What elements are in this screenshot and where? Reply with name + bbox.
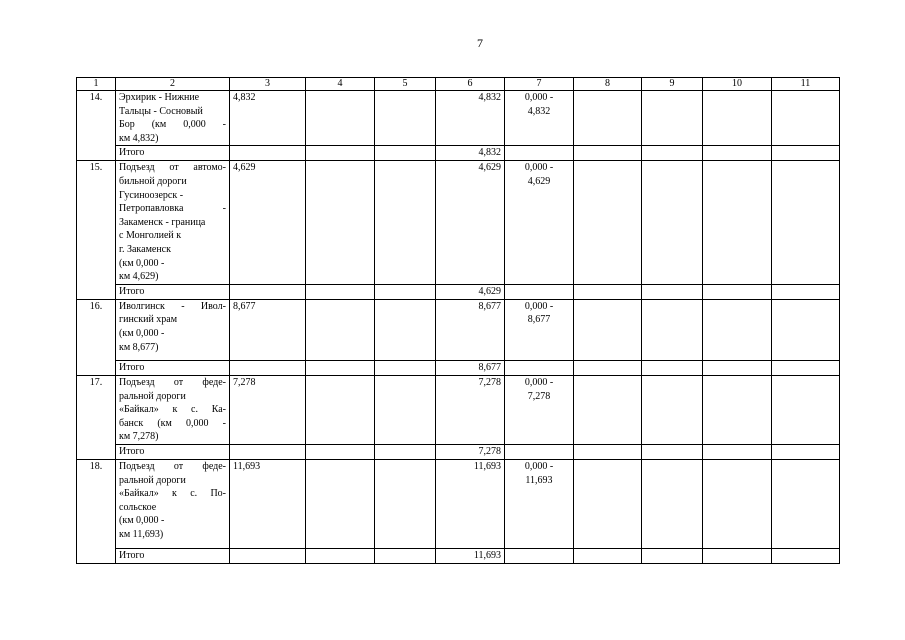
total-value: 8,677 [436, 361, 505, 376]
road-name-line: «Байкал» к с. Ка- [119, 404, 226, 416]
empty-cell [772, 361, 840, 376]
road-name-line: бильной дороги [119, 175, 187, 187]
road-name-line: км 4,832) [119, 132, 159, 144]
empty-cell [306, 146, 375, 161]
km-range-cell [505, 91, 574, 146]
road-name-line: Гусиноозерск - [119, 189, 184, 201]
road-name-line: гинский храм [119, 314, 178, 326]
km-range-line: 4,629 [527, 175, 551, 187]
road-name-line: (км 0,000 - [119, 327, 165, 339]
empty-cell [230, 361, 306, 376]
length-value: 4,832 [230, 91, 306, 146]
length-value-col6: 11,693 [436, 460, 505, 549]
empty-cell [642, 284, 703, 299]
total-value: 4,629 [436, 284, 505, 299]
empty-cell [772, 445, 840, 460]
total-label: Итого [116, 284, 230, 299]
road-name-line: (км 0,000 - [119, 257, 165, 269]
empty-cell [703, 284, 772, 299]
empty-cell [703, 161, 772, 284]
empty-cell [574, 376, 642, 445]
header-cell: 5 [375, 78, 436, 91]
empty-cell [642, 548, 703, 563]
empty-cell [772, 146, 840, 161]
km-range-cell [505, 299, 574, 360]
empty-cell [306, 361, 375, 376]
road-name-line: Подъезд от феде- [119, 461, 226, 473]
km-range-cell [505, 161, 574, 284]
road-name-cell [116, 376, 230, 445]
header-cell: 4 [306, 78, 375, 91]
road-name-line: (км 0,000 - [119, 515, 165, 527]
empty-cell [230, 284, 306, 299]
km-range-line: 0,000 - [524, 162, 554, 174]
road-name-line: с Монголией к [119, 230, 182, 242]
empty-cell [642, 376, 703, 445]
empty-cell [772, 284, 840, 299]
road-row [77, 91, 840, 146]
empty-cell [574, 161, 642, 284]
header-cell: 8 [574, 78, 642, 91]
road-name-line: г. Закаменск [119, 243, 171, 255]
empty-cell [574, 445, 642, 460]
row-number: 17. [77, 376, 116, 460]
empty-cell [375, 284, 436, 299]
road-name-line: Петропавловка - [119, 203, 226, 215]
empty-cell [230, 548, 306, 563]
empty-cell [772, 548, 840, 563]
road-row [77, 376, 840, 445]
road-row [77, 299, 840, 360]
length-value-col6: 4,832 [436, 91, 505, 146]
empty-cell [703, 146, 772, 161]
empty-cell [574, 548, 642, 563]
total-label: Итого [116, 548, 230, 563]
road-name-line: сольское [119, 501, 157, 513]
empty-cell [772, 161, 840, 284]
road-name-cell [116, 460, 230, 549]
row-number: 16. [77, 299, 116, 375]
header-cell: 6 [436, 78, 505, 91]
road-name-line: «Байкал» к с. По- [119, 488, 226, 500]
empty-cell [306, 299, 375, 360]
road-name-line: км 8,677) [119, 341, 159, 353]
road-name-line: км 7,278) [119, 431, 159, 443]
empty-cell [772, 460, 840, 549]
empty-cell [306, 91, 375, 146]
total-value: 11,693 [436, 548, 505, 563]
empty-cell [703, 548, 772, 563]
road-name-line: Эрхирик - Нижние [119, 92, 200, 103]
page-number: 7 [477, 36, 483, 50]
empty-cell [574, 299, 642, 360]
empty-cell [642, 91, 703, 146]
length-value: 7,278 [230, 376, 306, 445]
header-row [77, 78, 840, 91]
total-row [77, 445, 840, 460]
km-range-cell [505, 460, 574, 549]
empty-cell [703, 376, 772, 445]
km-range-line: 0,000 - [524, 461, 554, 473]
empty-cell [574, 361, 642, 376]
empty-cell [703, 299, 772, 360]
road-name-line: ральной дороги [119, 390, 186, 402]
empty-cell [703, 460, 772, 549]
row-number: 18. [77, 460, 116, 564]
km-range-cell [505, 376, 574, 445]
header-cell: 1 [77, 78, 116, 91]
empty-cell [574, 91, 642, 146]
total-row [77, 284, 840, 299]
road-name-line: км 4,629) [119, 271, 159, 283]
road-row [77, 161, 840, 284]
length-value: 4,629 [230, 161, 306, 284]
empty-cell [642, 445, 703, 460]
empty-cell [703, 445, 772, 460]
empty-cell [574, 460, 642, 549]
length-value-col6: 4,629 [436, 161, 505, 284]
empty-cell [642, 161, 703, 284]
total-label: Итого [116, 361, 230, 376]
length-value-col6: 7,278 [436, 376, 505, 445]
road-name-line: Тальцы - Сосновый [119, 105, 203, 117]
empty-cell [306, 284, 375, 299]
km-range-line: 11,693 [525, 474, 553, 486]
road-name-line: Иволгинск - Ивол- [119, 300, 226, 312]
header-cell: 7 [505, 78, 574, 91]
empty-cell [306, 445, 375, 460]
total-value: 7,278 [436, 445, 505, 460]
empty-cell [375, 548, 436, 563]
road-name-line: Подъезд от автомо- [119, 162, 226, 174]
row-number: 14. [77, 91, 116, 161]
length-value-col6: 8,677 [436, 299, 505, 360]
empty-cell [306, 460, 375, 549]
empty-cell [642, 299, 703, 360]
road-name-line: км 11,693) [119, 529, 164, 541]
length-value: 11,693 [230, 460, 306, 549]
total-label: Итого [116, 445, 230, 460]
road-name-line: Подъезд от феде- [119, 377, 226, 389]
empty-cell [505, 284, 574, 299]
empty-cell [703, 91, 772, 146]
header-cell: 2 [116, 78, 230, 91]
header-cell: 3 [230, 78, 306, 91]
empty-cell [772, 376, 840, 445]
empty-cell [375, 161, 436, 284]
empty-cell [772, 299, 840, 360]
total-row [77, 548, 840, 563]
road-name-cell [116, 91, 230, 146]
road-name-line: Закаменск - граница [119, 216, 206, 228]
empty-cell [505, 146, 574, 161]
empty-cell [642, 361, 703, 376]
total-row [77, 146, 840, 161]
empty-cell [574, 146, 642, 161]
empty-cell [642, 460, 703, 549]
empty-cell [306, 376, 375, 445]
empty-cell [375, 146, 436, 161]
road-name-cell [116, 299, 230, 360]
row-number: 15. [77, 161, 116, 299]
empty-cell [574, 284, 642, 299]
empty-cell [505, 361, 574, 376]
empty-cell [375, 460, 436, 549]
empty-cell [375, 445, 436, 460]
km-range-line: 8,677 [527, 314, 551, 326]
km-range-line: 4,832 [527, 105, 551, 117]
roads-table [76, 77, 840, 564]
length-value: 8,677 [230, 299, 306, 360]
header-cell: 9 [642, 78, 703, 91]
empty-cell [375, 91, 436, 146]
road-row [77, 460, 840, 549]
table-body [77, 78, 840, 564]
empty-cell [306, 161, 375, 284]
road-name-cell [116, 161, 230, 284]
road-name-line: ральной дороги [119, 474, 186, 486]
total-row [77, 361, 840, 376]
empty-cell [375, 376, 436, 445]
total-value: 4,832 [436, 146, 505, 161]
empty-cell [505, 445, 574, 460]
empty-cell [505, 548, 574, 563]
total-label: Итого [116, 146, 230, 161]
header-cell: 11 [772, 78, 840, 91]
empty-cell [230, 146, 306, 161]
empty-cell [375, 361, 436, 376]
empty-cell [703, 361, 772, 376]
km-range-line: 0,000 - [524, 92, 554, 103]
empty-cell [230, 445, 306, 460]
empty-cell [375, 299, 436, 360]
empty-cell [772, 91, 840, 146]
empty-cell [306, 548, 375, 563]
header-cell: 10 [703, 78, 772, 91]
km-range-line: 0,000 - [524, 377, 554, 389]
km-range-line: 7,278 [527, 390, 551, 402]
road-name-line: Бор (км 0,000 - [119, 119, 226, 131]
empty-cell [642, 146, 703, 161]
road-name-line: банск (км 0,000 - [119, 417, 226, 429]
km-range-line: 0,000 - [524, 300, 554, 312]
